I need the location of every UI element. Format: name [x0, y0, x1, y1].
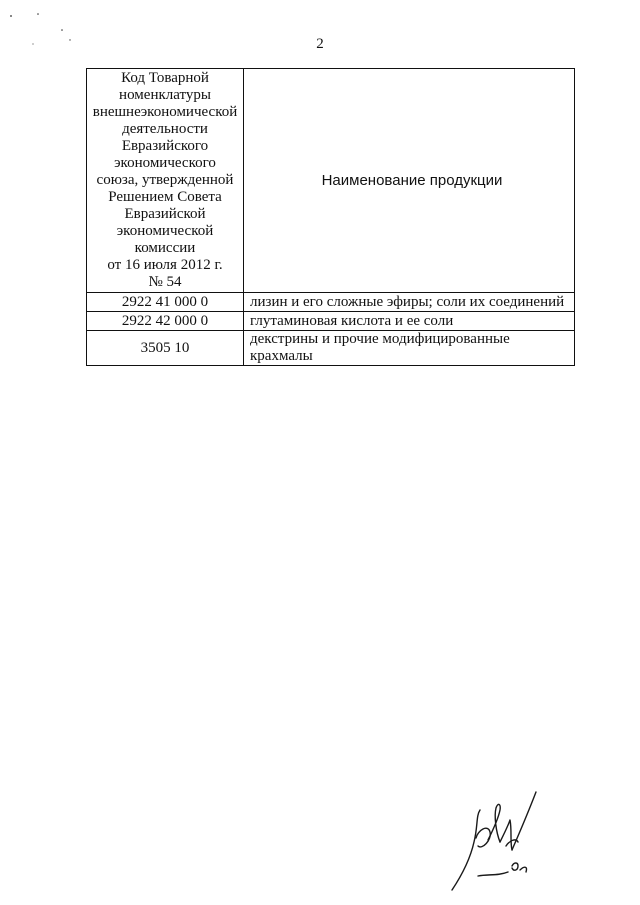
row-code-cell: 2922 41 000 0	[87, 293, 244, 312]
header-code-line: от 16 июля 2012 г.	[107, 257, 223, 273]
header-code-line: экономического	[114, 155, 216, 171]
row-code-cell: 2922 42 000 0	[87, 312, 244, 331]
header-code-line: Евразийского	[121, 138, 209, 154]
table-row	[87, 331, 575, 366]
table-row	[87, 312, 575, 331]
row-code-cell: 3505 10	[87, 331, 244, 366]
header-code-line: комиссии	[134, 240, 196, 256]
header-code-line: экономической	[116, 223, 214, 239]
header-code-line: Код Товарной	[121, 70, 209, 86]
row-name-cell: глутаминовая кислота и ее соли	[244, 312, 575, 331]
header-code-line: внешнеэкономической	[92, 104, 238, 120]
handwritten-signature	[448, 780, 558, 895]
header-code-line: Решением Совета	[108, 189, 222, 205]
header-name-text: Наименование продукции	[321, 172, 503, 189]
table-row	[87, 293, 575, 312]
header-code-line: Евразийской	[124, 206, 206, 222]
page-number: 2	[316, 36, 324, 52]
header-code-cell	[87, 69, 244, 293]
header-name-cell	[244, 69, 575, 293]
header-code-text	[87, 69, 243, 292]
header-code-line: № 54	[148, 274, 182, 290]
table-header-row	[87, 69, 575, 293]
header-code-line: деятельности	[122, 121, 208, 137]
product-table	[86, 68, 575, 366]
row-name-cell: лизин и его сложные эфиры; соли их соединений	[244, 293, 575, 312]
header-code-line: союза, утвержденной	[96, 172, 234, 188]
row-name-cell: декстрины и прочие модифицированные крахмалы	[244, 331, 575, 366]
header-code-line: номенклатуры	[119, 87, 211, 103]
